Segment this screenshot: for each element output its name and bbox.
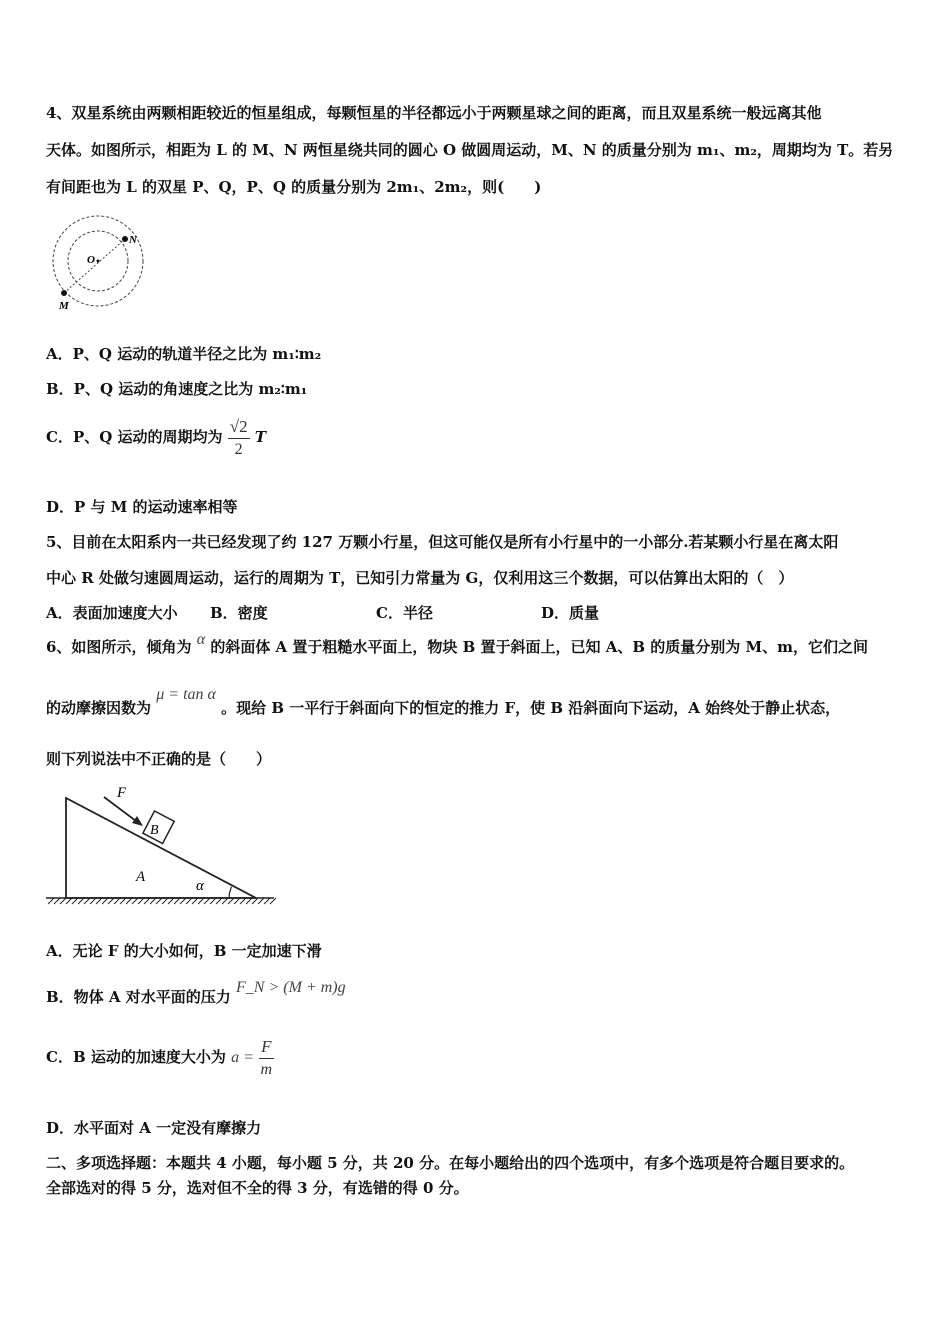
q5-stem-line2: 中心 R 处做匀速圆周运动，运行的周期为 T，已知引力常量为 G，仅利用这三个数据，可以估算出太阳的（ ） <box>46 569 794 587</box>
q4-stem-line2: 天体。如图所示，相距为 L 的 M、N 两恒星绕共同的圆心 O 做圆周运动，M、N 的质量分别为 m₁、m₂，周期均为 T。若另 <box>46 141 894 159</box>
q5-stem-line1: 5、目前在太阳系内一共已经发现了约 127 万颗小行星，但这可能仅是所有小行星中的一小部分.若某颗小行星在离太阳 <box>46 533 839 551</box>
angle-arc <box>229 887 232 898</box>
q6-stem-line3: 则下列说法中不正确的是（ ） <box>46 750 272 768</box>
section2-heading-line2: 全部选对的得 5 分，选对但不全的得 3 分，有选错的得 0 分。 <box>46 1179 469 1197</box>
q4-option-d: D．P 与 M 的运动速率相等 <box>46 498 238 516</box>
q4-option-c-prefix: C．P、Q 运动的周期均为 <box>46 428 223 446</box>
q5-option-a: A．表面加速度大小 <box>46 604 178 622</box>
q4-option-c-fraction <box>228 416 250 461</box>
q6-option-b <box>46 979 346 1008</box>
q6-option-b-formula: F_N > (M + m)g <box>236 979 346 996</box>
q6-option-b-prefix: B．物体 A 对水平面的压力 <box>46 988 231 1006</box>
label-m: M <box>59 300 69 312</box>
q4-option-b: B．P、Q 运动的角速度之比为 m₂∶m₁ <box>46 380 308 398</box>
q6-line2-suffix: 。现给 B 一平行于斜面向下的恒定的推力 F，使 B 沿斜面向下运动，A 始终处于静止状态， <box>221 699 841 717</box>
fraction-numerator: √2 <box>228 416 250 439</box>
q6-option-d: D．水平面对 A 一定没有摩擦力 <box>46 1119 262 1137</box>
q6-option-c-lhs: a = <box>231 1049 254 1066</box>
label-alpha: α <box>196 878 204 894</box>
q4-stem-line1: 4、双星系统由两颗相距较近的恒星组成，每颗恒星的半径都远小于两颗星球之间的距离，而且双星系统一般远离其他 <box>46 104 822 122</box>
q6-alpha-symbol: α <box>196 631 206 648</box>
fraction-denominator: 2 <box>234 440 243 458</box>
label-b: B <box>150 823 159 838</box>
q5-option-b: B．密度 <box>210 604 268 622</box>
q4-option-c-suffix: T <box>254 428 266 446</box>
q6-line1-suffix: 的斜面体 A 置于粗糙水平面上，物块 B 置于斜面上，已知 A、B 的质量分别为 M、m，它们之间 <box>210 638 868 656</box>
label-a: A <box>136 869 146 885</box>
q5-option-d: D．质量 <box>541 604 600 622</box>
label-f: F <box>117 785 127 801</box>
q6-option-c-fraction <box>259 1036 273 1081</box>
q5-option-c: C．半径 <box>376 604 433 622</box>
label-o: O <box>87 254 95 266</box>
q6-line2-prefix: 的动摩擦因数为 <box>46 699 152 717</box>
q4-option-a: A．P、Q 运动的轨道半径之比为 m₁∶m₂ <box>46 345 322 363</box>
fraction-denominator: m <box>260 1060 273 1078</box>
q6-stem-line2 <box>46 686 841 719</box>
section2-heading-line1: 二、多项选择题：本题共 4 小题，每小题 5 分，共 20 分。在每小题给出的四个选项中，有多个选项是符合题目要求的。 <box>46 1154 855 1172</box>
q6-option-c-prefix: C．B 运动的加速度大小为 <box>46 1048 226 1066</box>
force-arrowhead <box>132 816 143 826</box>
star-n <box>122 236 128 242</box>
q6-option-a: A．无论 F 的大小如何，B 一定加速下滑 <box>46 942 322 960</box>
q6-line1-prefix: 6、如图所示，倾角为 <box>46 638 192 656</box>
ground-hatching <box>48 898 276 904</box>
incline-diagram <box>44 780 276 910</box>
q4-stem-line3: 有间距也为 L 的双星 P、Q，P、Q 的质量分别为 2m₁、2m₂，则( ) <box>46 178 542 196</box>
q6-friction-formula: μ = tan α <box>156 686 216 703</box>
star-m <box>61 290 67 296</box>
q6-stem-line1 <box>46 631 868 658</box>
wedge-a <box>66 798 256 898</box>
fraction-numerator: F <box>259 1036 273 1059</box>
q6-option-c <box>46 1034 274 1082</box>
center-o <box>97 260 100 263</box>
binary-star-diagram <box>50 215 155 315</box>
q4-option-c <box>46 414 266 462</box>
label-n: N <box>129 234 137 246</box>
